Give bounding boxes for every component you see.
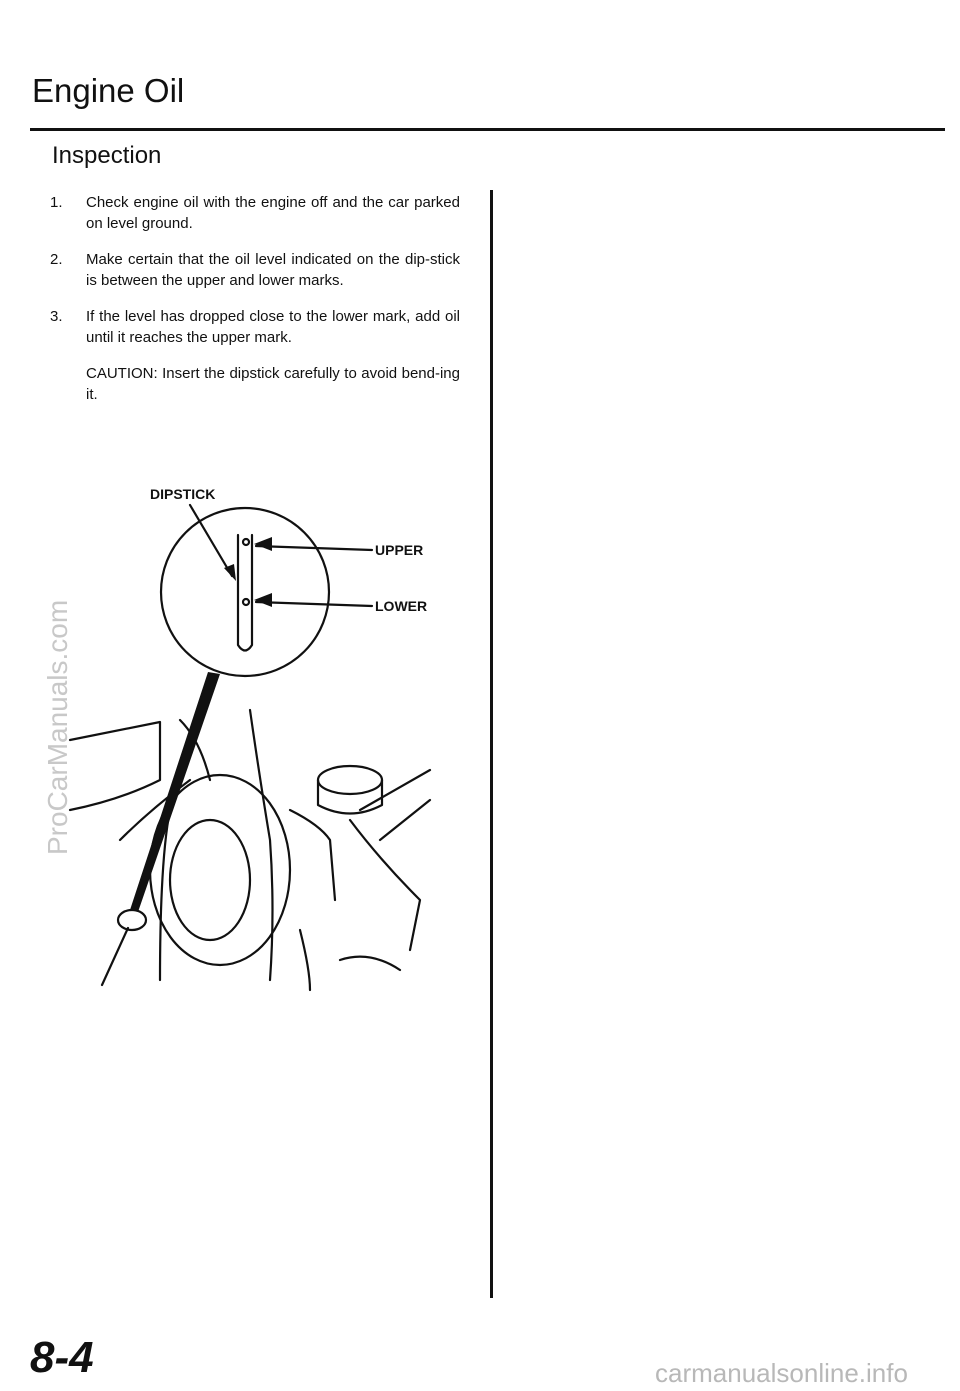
engine-outline — [380, 800, 430, 840]
upper-mark-dot — [243, 539, 249, 545]
section-heading: Inspection — [52, 142, 162, 169]
lower-mark-dot — [243, 599, 249, 605]
zoom-pointer — [130, 672, 220, 912]
step-number: 2. — [50, 251, 63, 268]
engine-outline — [300, 930, 310, 990]
column-divider — [490, 190, 493, 1298]
engine-outline — [70, 722, 160, 810]
upper-arrowhead — [254, 537, 272, 551]
oil-filler-cap — [318, 780, 382, 814]
footer-watermark: carmanualsonline.info — [655, 1358, 908, 1388]
oil-filler-cap — [318, 766, 382, 794]
lower-arrowhead — [254, 593, 272, 607]
step-number: 1. — [50, 194, 63, 211]
page-number: 8-4 — [30, 1333, 94, 1382]
page-title: Engine Oil — [32, 72, 185, 109]
dipstick-label: DIPSTICK — [150, 486, 216, 502]
step-item — [50, 192, 460, 234]
engine-outline — [250, 710, 273, 980]
side-watermark: ProCarManuals.com — [42, 599, 73, 855]
engine-outline — [350, 820, 420, 950]
step-item — [50, 306, 460, 348]
lower-label: LOWER — [375, 598, 428, 614]
title-rule — [30, 128, 945, 131]
engine-outline — [290, 810, 335, 900]
upper-label: UPPER — [375, 542, 424, 558]
dipstick-handle-ring — [118, 910, 146, 930]
dipstick-blade — [238, 535, 252, 651]
step-item — [50, 249, 460, 291]
dipstick-illustration — [60, 480, 460, 1000]
steps-list — [50, 192, 460, 405]
step-text: Make certain that the oil level indicated on the dip-stick is between the upper and lower marks. — [86, 251, 460, 289]
step-text: If the level has dropped close to the lower mark, add oil until it reaches the upper mark. — [86, 308, 460, 346]
valve-cover-pulley — [170, 820, 250, 940]
dipstick-tube — [102, 928, 128, 985]
caution-note: CAUTION: Insert the dipstick carefully to avoid bend-ing it. — [86, 365, 460, 403]
step-text: Check engine oil with the engine off and the car parked on level ground. — [86, 194, 460, 232]
step-number: 3. — [50, 308, 63, 325]
engine-outline — [340, 957, 400, 970]
lower-leader — [256, 602, 372, 606]
upper-leader — [256, 546, 372, 550]
